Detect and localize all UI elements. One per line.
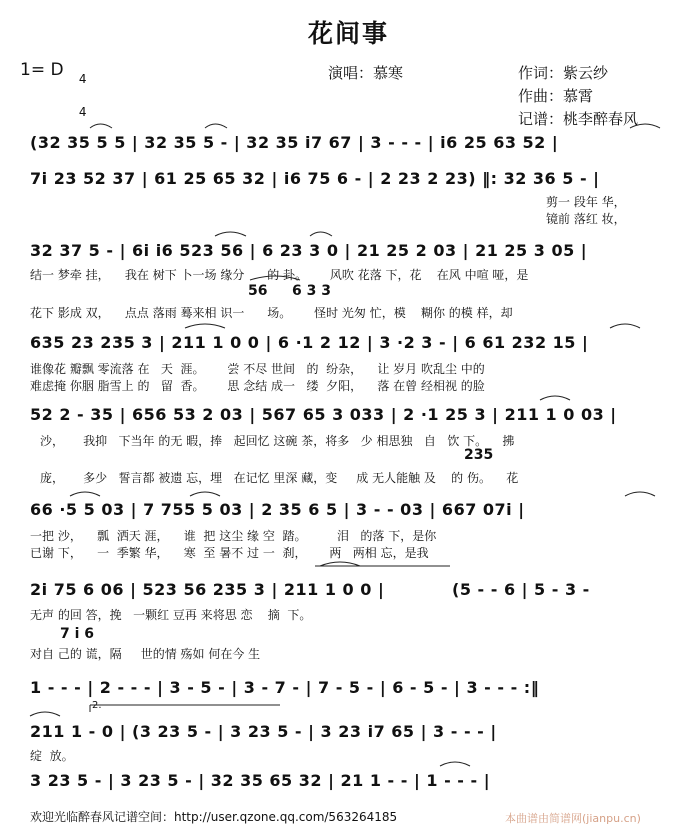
slur bbox=[625, 492, 655, 496]
slur bbox=[250, 276, 300, 280]
lyric-line: 对自 己的 谎，隔 世的情 殇如 何在今 生 bbox=[30, 647, 261, 661]
slur bbox=[90, 124, 112, 128]
lyric-line: 绽 放。 bbox=[30, 749, 74, 763]
meter-top: 4 bbox=[78, 72, 87, 86]
lyricist: 作词：紫云纱 bbox=[518, 64, 609, 82]
slur bbox=[215, 232, 246, 236]
slur bbox=[320, 562, 360, 566]
notation-line: 7i 23 52 37 | 61 25 65 32 | i6 75 6 - | 2 23 2 23) ‖: 32 36 5 - | bbox=[30, 169, 600, 188]
lyric-line: 一把 沙， 瓢 洒天 涯， 谁 把 这尘 缘 空 踏。 泪 的落 下，是你 bbox=[30, 529, 437, 543]
lyric-line: 剪一 段年 华， bbox=[546, 195, 626, 209]
alt-notes-56: 56 bbox=[248, 283, 268, 299]
notation-line: 32 37 5 - | 6i i6 523 56 | 6 23 3 0 | 21 25 2 03 | 21 25 3 05 | bbox=[30, 241, 588, 260]
meter-bottom: 4 bbox=[78, 105, 87, 119]
notation-line: 1 - - - | 2 - - - | 3 - 5 - | 3 - 7 - | 7 - 5 - | 6 - 5 - | 3 - - - :‖ bbox=[30, 678, 540, 697]
alt-notes-7i6: 7 i 6 bbox=[60, 626, 95, 642]
lyric-line: 难虑掩 你胭 脂雪上 的 留 香。 思 念结 成一 缕 夕阳， 落 在曾 经相视 的脸 bbox=[30, 379, 485, 393]
lyric-line: 花下 影成 双， 点点 落雨 蓦来相 识一 场。 怪时 光匆 忙，模 糊你 的模 样，却 bbox=[30, 306, 513, 320]
transcriber: 记谱：桃李醉春风 bbox=[518, 110, 639, 128]
lyric-line: 庞， 多少 誓言都 被遗 忘，埋 在记忆 里深 藏，变 成 无人能触 及 的 伤。 花 bbox=[40, 471, 519, 485]
footer-text: 欢迎光临醉春风记谱空间：http://user.qzone.qq.com/563264185 bbox=[30, 810, 398, 824]
lyric-line: 谁像花 瓣飘 零流落 在 天 涯。 尝 不尽 世间 的 纷杂， 让 岁月 吹乱尘 中的 bbox=[30, 362, 485, 376]
notation-line: 2i 75 6 06 | 523 56 235 3 | 211 1 0 0 | bbox=[30, 580, 385, 599]
composer: 作曲：慕霄 bbox=[518, 87, 594, 105]
slur bbox=[440, 762, 470, 766]
alt-notes-235: 235 bbox=[464, 447, 494, 463]
alt-notes-633: 6 3 3 bbox=[292, 283, 331, 299]
notation-line: (32 35 5 5 | 32 35 5 - | 32 35 i7 67 | 3 - - - | i6 25 63 52 | bbox=[30, 133, 559, 152]
slur bbox=[610, 324, 640, 328]
slur bbox=[70, 492, 100, 496]
lyric-line: 无声 的回 答，挽 一颗红 豆再 来将思 恋 摘 下。 bbox=[30, 608, 312, 622]
slur bbox=[310, 232, 332, 236]
lyric-line: 结一 梦牵 挂， 我在 树下 卜一场 缘分 的 卦。 风吹 花落 下，花 在风 中喧 哑，是 bbox=[30, 268, 529, 282]
slur bbox=[540, 396, 570, 400]
slur bbox=[185, 324, 225, 328]
slur bbox=[190, 492, 220, 496]
slur bbox=[630, 124, 660, 128]
song-title: 花间事 bbox=[307, 19, 389, 48]
notation-line: 66 ·5 5 03 | 7 755 5 03 | 2 35 6 5 | 3 - - 03 | 667 07i | bbox=[30, 500, 525, 519]
notation-line: 52 2 - 35 | 656 53 2 03 | 567 65 3 033 | 2 ·1 25 3 | 211 1 0 03 | bbox=[30, 405, 617, 424]
notation-line: 3 23 5 - | 3 23 5 - | 32 35 65 32 | 21 1 - - | 1 - - - | bbox=[30, 771, 491, 790]
notation-line: 211 1 - 0 | (3 23 5 - | 3 23 5 - | 3 23 i7 65 | 3 - - - | bbox=[30, 722, 497, 741]
lyric-line: 沙， 我抑 下当年 的无 暇，捧 起回忆 这碗 茶，将多 少 相思独 自 饮 下。 拂 bbox=[40, 434, 515, 448]
singer: 演唱：慕寒 bbox=[328, 64, 404, 82]
notation-line: 635 23 235 3 | 211 1 0 0 | 6 ·1 2 12 | 3 ·2 3 - | 6 61 232 15 | bbox=[30, 333, 589, 352]
lyric-line: 镜前 落红 妆， bbox=[546, 212, 626, 226]
volta-second-ending: 2. bbox=[92, 700, 102, 711]
slur bbox=[205, 124, 227, 128]
slur bbox=[30, 712, 60, 716]
watermark: 本曲谱由简谱网(jianpu.cn) bbox=[505, 812, 641, 825]
lyric-line: 已谢 下， 一 季繁 华， 寒 至 暑不 过 一 刹， 两 两相 忘，是我 bbox=[30, 546, 429, 560]
interlude-notes: (5 - - 6 | 5 - 3 - bbox=[452, 580, 590, 599]
key-signature: 1= D bbox=[20, 60, 64, 80]
